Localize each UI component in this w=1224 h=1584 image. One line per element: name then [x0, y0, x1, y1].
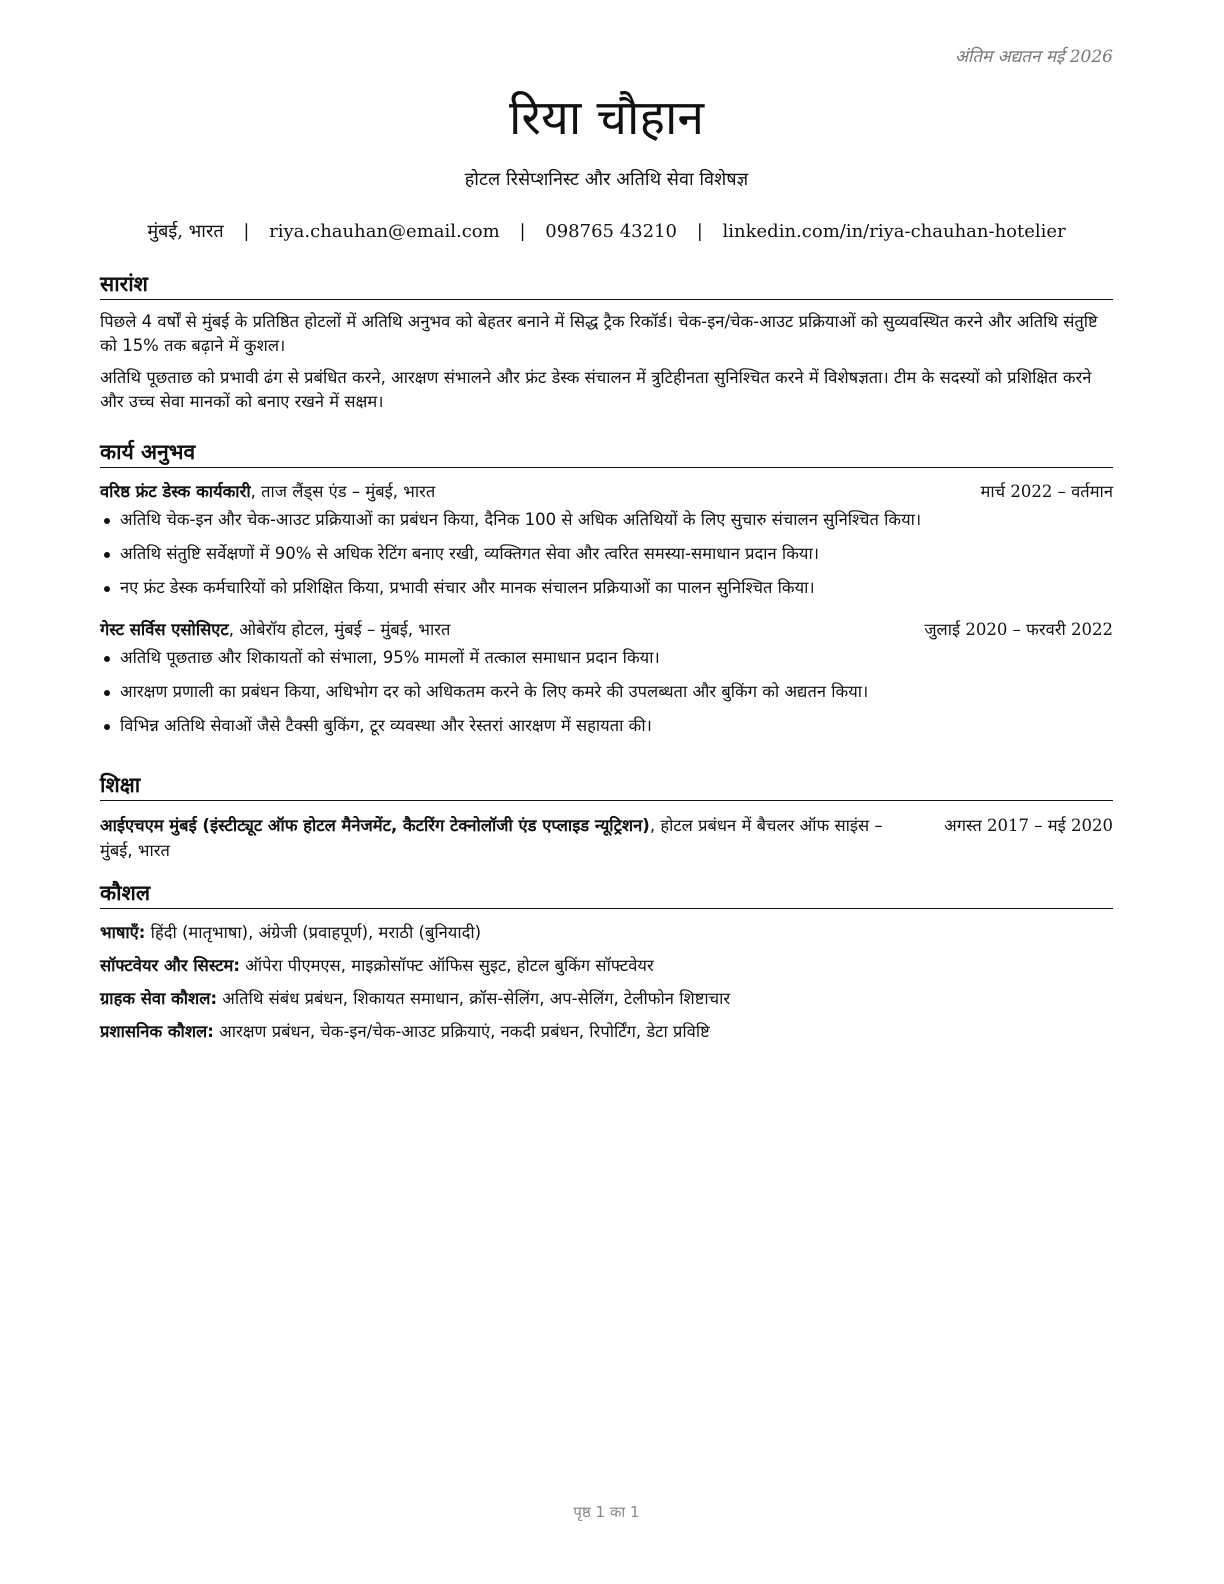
skill-label: सॉफ्टवेयर और सिस्टम:	[100, 956, 241, 975]
skill-label: भाषाएँ:	[100, 923, 146, 942]
page-number: पृष्ठ 1 का 1	[573, 1503, 640, 1521]
skill-value: हिंदी (मातृभाषा), अंग्रेजी (प्रवाहपूर्ण), मराठी (बुनियादी)	[145, 923, 482, 942]
job-bullet: अतिथि संतुष्टि सर्वेक्षणों में 90% से अधिक रेटिंग बनाए रखी, व्यक्तिगत सेवा और त्वरित समस्या-समाधान प्रदान किया।	[100, 542, 1113, 566]
skill-label: ग्राहक सेवा कौशल:	[100, 989, 218, 1008]
summary-paragraph: अतिथि पूछताछ को प्रभावी ढंग से प्रबंधित करने, आरक्षण संभालने और फ्रंट डेस्क संचालन में त्रुटिहीनता सुनिश्चित करने में विशेषज्ञता। टीम के सदस्यों को प्रशिक्षित करने और उच्च सेवा मानकों को बनाए रखने में सक्षम।	[100, 368, 1092, 411]
skill-line	[100, 987, 1113, 1011]
job-header	[100, 480, 1113, 504]
contact-separator: |	[696, 221, 703, 242]
education-institution: आईएचएम मुंबई (इंस्टीट्यूट ऑफ होटल मैनेजमेंट, कैटरिंग टेक्नोलॉजी एंड एप्लाइड न्यूट्रिशन)	[100, 816, 650, 835]
job-bullets	[100, 646, 1113, 738]
section-title-education: शिक्षा	[100, 771, 1113, 801]
contact-email[interactable]: riya.chauhan@email.com	[269, 221, 500, 242]
job-role: वरिष्ठ फ्रंट डेस्क कार्यकारी	[100, 482, 251, 501]
job-dates: मार्च 2022 – वर्तमान	[980, 482, 1113, 501]
summary-paragraph: पिछले 4 वर्षों से मुंबई के प्रतिष्ठित होटलों में अतिथि अनुभव को बेहतर बनाने में सिद्ध ट्रैक रिकॉर्ड। चेक-इन/चेक-आउट प्रक्रियाओं को सुव्यवस्थित करने और अतिथि संतुष्टि को 15% तक बढ़ाने में कुशल।	[100, 312, 1098, 355]
education-section	[100, 771, 1113, 863]
contact-linkedin[interactable]: linkedin.com/in/riya-chauhan-hotelier	[722, 221, 1066, 242]
section-title-experience: कार्य अनुभव	[100, 438, 1113, 468]
summary-section	[100, 270, 1113, 414]
skill-line	[100, 1020, 1113, 1044]
job-dates: जुलाई 2020 – फरवरी 2022	[924, 620, 1113, 639]
skill-value: अतिथि संबंध प्रबंधन, शिकायत समाधान, क्रॉस-सेलिंग, अप-सेलिंग, टेलीफोन शिष्टाचार	[217, 989, 731, 1008]
education-degree: , होटल प्रबंधन में बैचलर ऑफ साइंस – मुंबई, भारत	[100, 816, 883, 860]
candidate-name: रिया चौहान	[508, 90, 705, 146]
skill-label: प्रशासनिक कौशल:	[100, 1022, 214, 1041]
skill-value: ऑपेरा पीएमएस, माइक्रोसॉफ्ट ऑफिस सुइट, होटल बुकिंग सॉफ्टवेयर	[240, 956, 654, 975]
skill-value: आरक्षण प्रबंधन, चेक-इन/चेक-आउट प्रक्रियाएं, नकदी प्रबंधन, रिपोर्टिंग, डेटा प्रविष्टि	[213, 1022, 710, 1041]
contact-separator: |	[243, 221, 250, 242]
experience-section	[100, 438, 1113, 748]
job-organization: , ओबेरॉय होटल, मुंबई – मुंबई, भारत	[228, 620, 451, 639]
skills-section	[100, 879, 1113, 1044]
job-bullet: आरक्षण प्रणाली का प्रबंधन किया, अधिभोग दर को अधिकतम करने के लिए कमरे की उपलब्धता और बुकिंग को अद्यतन किया।	[100, 680, 1113, 704]
job-bullets	[100, 508, 1113, 600]
contact-line	[100, 219, 1113, 243]
contact-location: मुंबई, भारत	[147, 221, 224, 242]
last-updated: अंतिम अद्यतन मई 2026	[954, 47, 1113, 67]
job-bullet: विभिन्न अतिथि सेवाओं जैसे टैक्सी बुकिंग, टूर व्यवस्था और रेस्तरां आरक्षण में सहायता की।	[100, 714, 1113, 738]
skill-line	[100, 921, 1113, 945]
resume-page	[100, 0, 1113, 1584]
education-dates: अगस्त 2017 – मई 2020	[944, 816, 1113, 835]
education-entry	[100, 813, 1113, 863]
job-bullet: नए फ्रंट डेस्क कर्मचारियों को प्रशिक्षित किया, प्रभावी संचार और मानक संचालन प्रक्रियाओं का पालन सुनिश्चित किया।	[100, 576, 1113, 600]
contact-phone[interactable]: 098765 43210	[545, 221, 677, 242]
section-title-summary: सारांश	[100, 270, 1113, 300]
contact-separator: |	[519, 221, 526, 242]
section-title-skills: कौशल	[100, 879, 1113, 909]
job-role: गेस्ट सर्विस एसोसिएट	[100, 620, 229, 639]
job-header	[100, 618, 1113, 642]
skill-line	[100, 954, 1113, 978]
job-bullet: अतिथि पूछताछ और शिकायतों को संभाला, 95% मामलों में तत्काल समाधान प्रदान किया।	[100, 646, 1113, 670]
job-entry	[100, 618, 1113, 738]
job-entry	[100, 480, 1113, 600]
job-organization: , ताज लैंड्स एंड – मुंबई, भारत	[250, 482, 436, 501]
headline: होटल रिसेप्शनिस्ट और अतिथि सेवा विशेषज्ञ	[464, 169, 749, 190]
job-bullet: अतिथि चेक-इन और चेक-आउट प्रक्रियाओं का प्रबंधन किया, दैनिक 100 से अधिक अतिथियों के लिए सुचारु संचालन सुनिश्चित किया।	[100, 508, 1113, 532]
